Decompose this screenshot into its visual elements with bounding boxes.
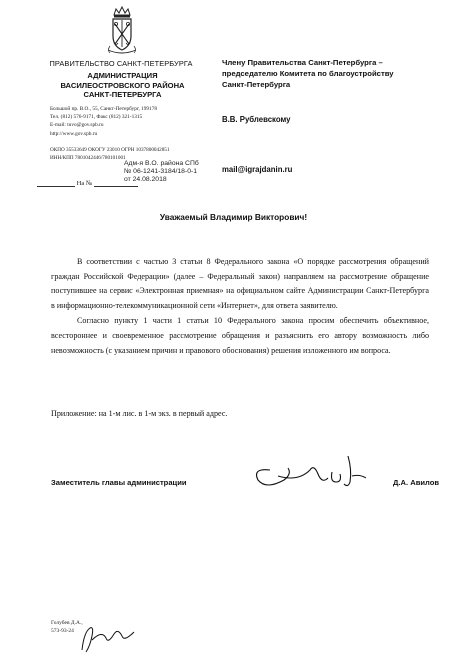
codes-line: ИНН/КПП 7801042446/780101001: [50, 155, 126, 162]
administration-line: АДМИНИСТРАЦИЯ: [87, 71, 158, 80]
stamp-line: Адм-я В.О. района СПб: [124, 160, 199, 167]
stamp-line: от 24.08.2018: [124, 176, 167, 183]
address-line: Большой пр. В.О., 55, Санкт-Петербург, 199178: [50, 106, 157, 112]
reference-blank: [94, 178, 138, 187]
reference-blank: [37, 178, 75, 187]
salutation: Уважаемый Владимир Викторович!: [159, 212, 308, 222]
signer-position: Заместитель главы администрации: [51, 478, 187, 487]
government-title: ПРАВИТЕЛЬСТВО САНКТ-ПЕТЕРБУРГА: [49, 59, 193, 68]
sender-address: [50, 105, 210, 138]
body-paragraph: В соответствии с частью 3 статьи 8 Федерального закона «О порядке рассмотрения обращений граждан Российской Федерации» (далее – Федеральный закон) направляем на рассмотрение обращение поступившее на сервис «Электронная приемная» на официальном сайте Администрации Санкт-Петербурга в информационно-телекоммуникационной сети «Интернет», для ответа заявителю.: [51, 257, 429, 310]
executor-line: Голубев Д.А.,: [51, 620, 83, 626]
coat-of-arms-icon: [104, 6, 140, 56]
administration-line: ВАСИЛЕОСТРОВСКОГО РАЙОНА: [60, 80, 185, 90]
recipient-line: председателю Комитета по благоустройству: [222, 68, 394, 78]
codes-line: ОКПО 35533649 ОКОГУ 23010 ОГРН 1037800042851: [50, 147, 170, 153]
recipient-name: В.В. Рублевскому: [222, 115, 291, 124]
recipient-line: Санкт-Петербурга: [222, 79, 291, 89]
reference-number-line: [37, 178, 157, 187]
handwritten-initials-icon: [78, 622, 140, 654]
administration-line: САНКТ-ПЕТЕРБУРГА: [83, 90, 162, 100]
recipient-email: mail@igrajdanin.ru: [222, 165, 293, 174]
letter-body: [51, 255, 429, 358]
recipient-line: Члену Правительства Санкт-Петербурга –: [222, 58, 383, 67]
signer-name: Д.А. Авилов: [393, 478, 440, 487]
executor-line: 573-93-24: [51, 627, 74, 634]
administration-title: [40, 71, 205, 100]
body-paragraph: Согласно пункту 1 части 1 статьи 10 Федерального закона просим обеспечить объективное, всестороннее и своевременное рассмотрение обращения и разъяснить его автору возможность либо невозможность (с указанием причин и правового обоснования) решения изложенного им вопроса.: [51, 316, 429, 355]
stamp-line: № 06-1241-3184/18-0-1: [124, 168, 198, 175]
reference-label: На №: [76, 180, 93, 187]
address-line: Тел. (812) 576-9171, Факс (812) 321-1315: [50, 114, 143, 121]
attachment-note: Приложение: на 1-м лис. в 1-м экз. в первый адрес.: [51, 409, 228, 418]
address-line: http://www.gov.spb.ru: [50, 130, 98, 137]
address-line: E-mail: tuvo@gov.spb.ru: [50, 122, 104, 129]
handwritten-signature-icon: [248, 448, 388, 498]
recipient-title: [222, 58, 432, 90]
